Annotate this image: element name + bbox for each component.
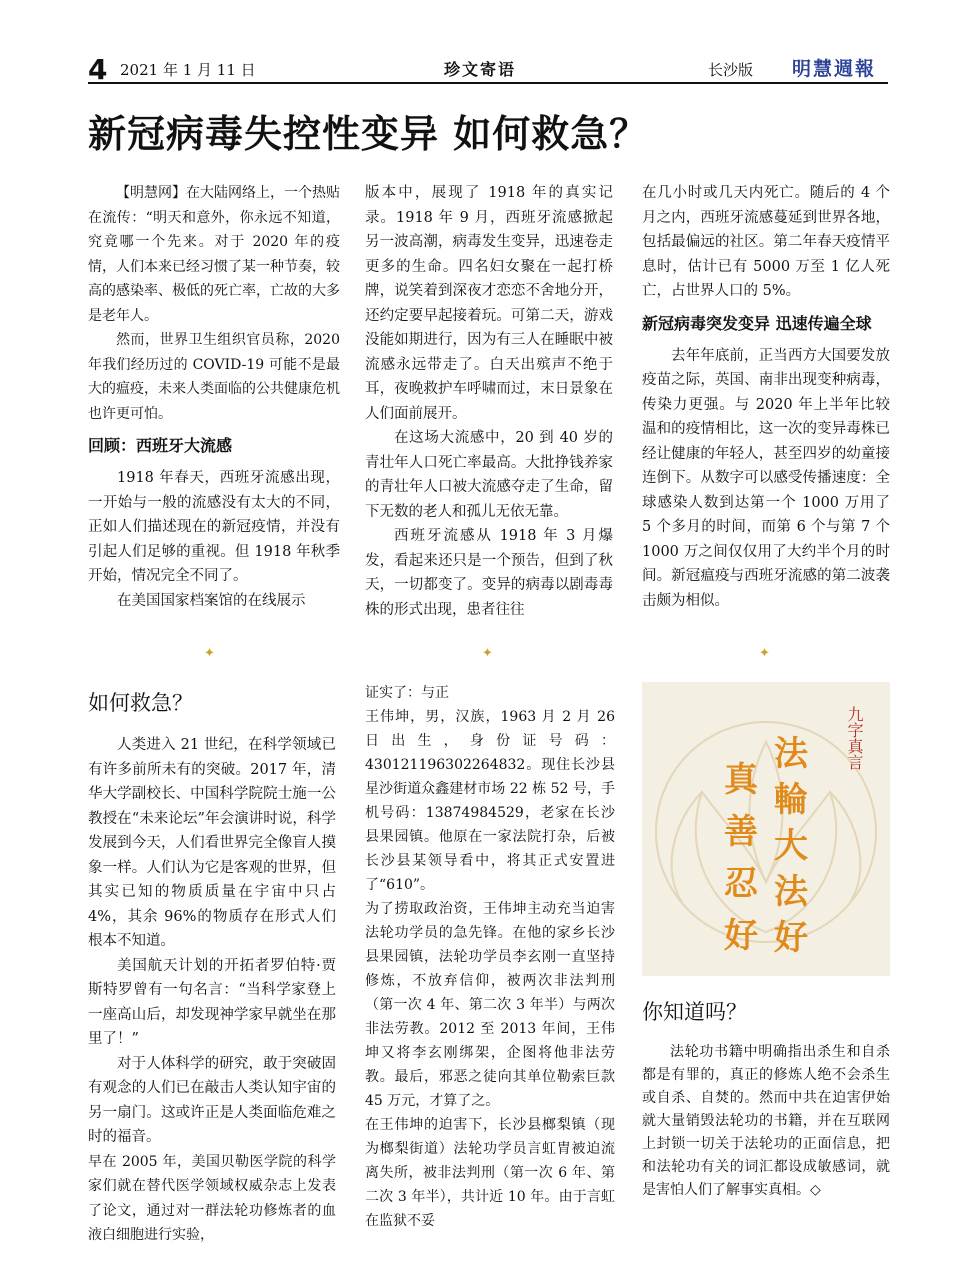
paragraph: 美国航天计划的开拓者罗伯特·贾斯特罗曾有一句名言：“当科学家登上一座高山后，却发现神学家早就坐在那里了！”: [88, 957, 336, 1047]
paragraph: 人类进入 21 世纪，在科学领域已有许多前所未有的突破。2017 年，清华大学副校长、中国科学院院士施一公教授在“未来论坛”年会演讲时说，科学发展到今天，人们看世界完全像盲人摸象一样。人们认为它是客观的世界，但其实已知的物质质量在宇宙中只占 4%，其余 96%的物质存在形式人们根本不知道。: [88, 737, 336, 949]
section-name: 珍文寄语: [444, 60, 517, 79]
paragraph: 对于人体科学的研究，敢于突破固有观念的人们已在敲击人类认知宇宙的另一扇门。这或许正是人类面临危难之时的福音。: [88, 1055, 336, 1145]
paragraph: 法轮功书籍中明确指出杀生和自杀都是有罪的，真正的修炼人绝不会杀生或自杀、自焚的。然而中共在迫害伊始就大量销毁法轮功的书籍，并在互联网上封锁一切关于法轮功的正面信息，把和法轮功有关的词汇都设成敏感词，就是害怕人们了解事实真相。◇: [642, 1044, 890, 1198]
subheading: 新冠病毒突发变异 迅速传遍全球: [642, 313, 872, 333]
image-char: 法: [774, 872, 808, 912]
edition-label: 长沙版: [708, 61, 754, 79]
section-title-rescue: 如何救急？: [88, 691, 193, 715]
paragraph: 去年年底前，正当西方大国要发放疫苗之际，英国、南非出现变种病毒，传染力更强。与 2020 年上半年比较温和的疫情相比，这一次的变异毒株已经让健康的年轻人，甚至四岁的幼童接连倒下。从数字可以感受传播速度：全球感染人数到达第一个 1000 万用了 5 个多月的时间，而第 6 个与第 7 个 1000 万之间仅仅用了大约半个月的时间。新冠瘟疫与西班牙流感的第二波袭击颇为相似。: [642, 347, 890, 609]
paragraph: 为了捞取政治资，王伟坤主动充当迫害法轮功学员的急先锋。在他的家乡长沙县果园镇，法轮功学员李玄刚一直坚持修炼，不放弃信仰，被两次非法判刑（第一次 4 年、第二次 3 年半）与两次非法劳教。2012 至 2013 年间，王伟坤又将李玄刚绑架，企图将他非法劳教。最后，邪恶之徒向其单位勒索巨款 45 万元，才算了之。: [365, 901, 615, 1109]
subheading: 回顾：西班牙大流感: [88, 436, 233, 455]
paragraph: 版本中，展现了 1918 年的真实记录。1918 年 9 月，西班牙流感掀起另一波高潮，病毒发生变异，迅速卷走更多的生命。四名妇女聚在一起打桥牌，说笑着到深夜才恋恋不舍地分开，还约定要早起接着玩。可第二天，游戏没能如期进行，因为有三人在睡眠中被流感永远带走了。白天出殡声不绝于耳，夜晚救护车呼啸而过，末日景象在人们面前展开。: [365, 185, 613, 422]
image-char: 忍: [724, 864, 758, 904]
paragraph: 1918 年春天，西班牙流感出现，一开始与一般的流感没有太大的不同，正如人们描述现在的新冠疫情，并没有引起人们足够的重视。但 1918 年秋季开始，情况完全不同了。: [88, 470, 340, 584]
section-title-did-you-know: 你知道吗？: [642, 1000, 747, 1024]
paragraph: 在几小时或几天内死亡。随后的 4 个月之内，西班牙流感蔓延到世界各地，包括最偏远的社区。第二年春天疫情平息时，估计已有 5000 万至 1 亿人死亡，占世界人口的 5%。: [642, 185, 890, 299]
divider-ornament: ✦: [482, 646, 493, 661]
article-column-exposure: [365, 681, 615, 1233]
paragraph: 在王伟坤的迫害下，长沙县榔梨镇（现为榔梨街道）法轮功学员言虹胄被迫流离失所，被非法判刑（第一次 6 年、第二次 3 年半），共计近 10 年。由于言虹在监狱不妥: [365, 1117, 615, 1229]
article-column-did-you-know: [642, 1041, 890, 1202]
divider-ornament: ✦: [759, 646, 770, 661]
paragraph: 【明慧网】在大陆网络上，一个热贴在流传：“明天和意外，你永远不知道，究竟哪一个先来。对于 2020 年的疫情，人们本来已经习惯了某一种节奏，较高的感染率、极低的死亡率，亡故的大多是老年人。: [88, 185, 340, 324]
paragraph: 西班牙流感从 1918 年 3 月爆发，看起来还只是一个预告，但到了秋天，一切都变了。变异的病毒以剧毒毒株的形式出现，患者往往: [365, 528, 613, 618]
image-char: 好: [774, 918, 808, 958]
image-char: 真: [724, 760, 758, 800]
image-char: 輪: [774, 780, 808, 820]
article-column-3: [642, 181, 890, 613]
paragraph: 证实了：与正: [365, 685, 449, 701]
article-column-1: [88, 181, 340, 613]
image-caption: 九字真言: [845, 706, 864, 770]
article-column-rescue: [88, 733, 336, 1248]
issue-date: 2021 年 1 月 11 日: [120, 61, 256, 79]
article-column-2: [365, 181, 613, 622]
newspaper-logo: 明慧週報: [792, 58, 877, 80]
paragraph: 在这场大流感中，20 到 40 岁的青壮年人口死亡率最高。大批挣钱养家的青壮年人口被大流感夺走了生命，留下无数的老人和孤儿无依无靠。: [365, 430, 613, 520]
page-number: 4: [88, 53, 108, 86]
image-char: 法: [774, 734, 808, 774]
image-char: 善: [724, 812, 758, 852]
paragraph: 王伟坤，男，汉族，1963 月 2 月 26 日出生，身份证号码：430121196302264832。现住长沙县星沙街道众鑫建材市场 22 栋 52 号，手机号码：13874984529，老家在长沙县果园镇。他原在一家法院打杂，后被长沙县某领导看中，将其正式安置进了“610”。: [365, 709, 615, 893]
image-char: 好: [724, 916, 758, 956]
header-rule: [88, 82, 888, 84]
image-char: 大: [774, 826, 808, 866]
paragraph: 在美国国家档案馆的在线展示: [117, 592, 306, 609]
nine-word-image: [642, 682, 890, 976]
paragraph: 然而，世界卫生组织官员称，2020 年我们经历过的 COVID-19 可能不是最大的瘟疫，未来人类面临的公共健康危机也许更可怕。: [88, 332, 340, 422]
paragraph: 早在 2005 年，美国贝勒医学院的科学家们就在替代医学领域权威杂志上发表了论文，通过对一群法轮功修炼者的血液白细胞进行实验，: [88, 1153, 336, 1243]
headline: 新冠病毒失控性变异 如何救急？: [88, 112, 649, 156]
divider-ornament: ✦: [204, 646, 215, 661]
